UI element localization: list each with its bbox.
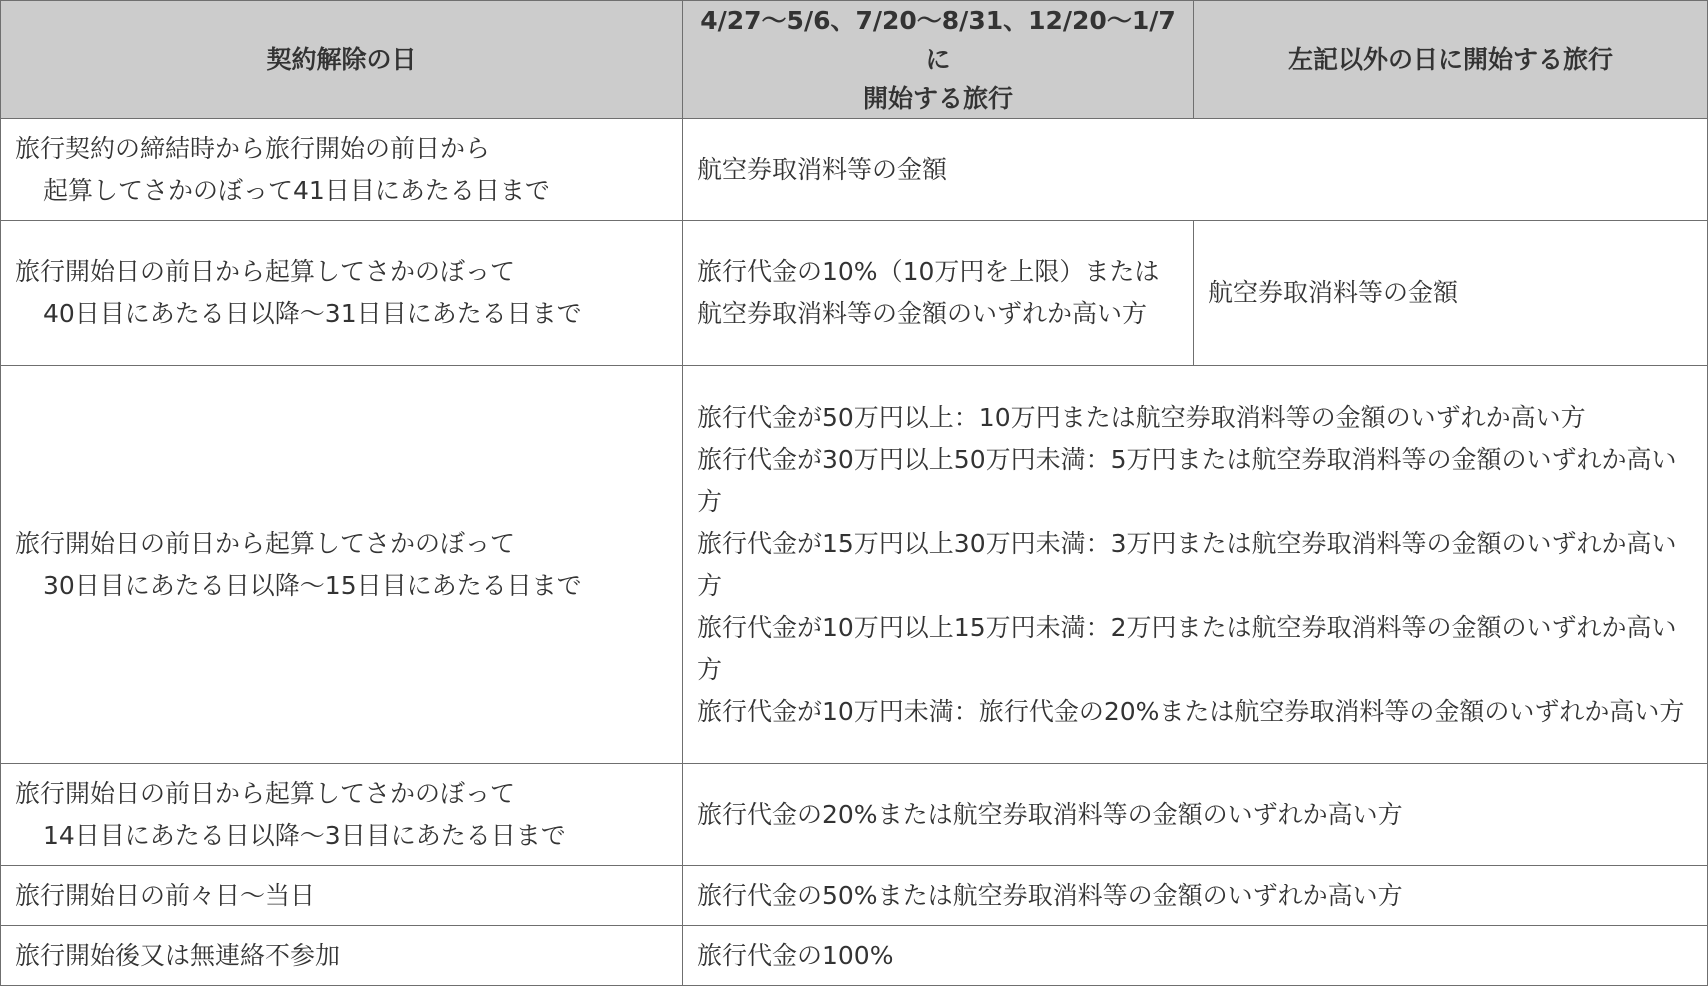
- cancel-date-cell: 旅行開始後又は無連絡不参加: [1, 926, 683, 986]
- fee-tier-line: 旅行代金が15万円以上30万円未満：3万円または航空券取消料等の金額のいずれか高い方: [697, 528, 1677, 600]
- fee-tier-line: 旅行代金が30万円以上50万円未満：5万円または航空券取消料等の金額のいずれか高い方: [697, 444, 1677, 516]
- fee-cell-peak: 旅行代金の10%（10万円を上限）または航空券取消料等の金額のいずれか高い方: [683, 221, 1194, 366]
- fee-cell: 航空券取消料等の金額: [683, 119, 1708, 221]
- table-header-row: [1, 1, 1708, 119]
- fee-cell: 旅行代金の20%または航空券取消料等の金額のいずれか高い方: [683, 764, 1708, 866]
- fee-tier-line: 旅行代金が10万円以上15万円未満：2万円または航空券取消料等の金額のいずれか高い方: [697, 612, 1677, 684]
- fee-cell: 旅行代金の100%: [683, 926, 1708, 986]
- cancel-date-cell: [1, 764, 683, 866]
- cancel-date-cell: [1, 119, 683, 221]
- cancel-date-line: 起算してさかのぼって41日目にあたる日まで: [43, 175, 550, 205]
- header-peak-period: 4/27〜5/6、7/20〜8/31、12/20〜1/7に 開始する旅行: [683, 1, 1194, 119]
- cancel-date-line: 14日目にあたる日以降〜3日目にあたる日まで: [43, 820, 566, 850]
- table-row: [1, 926, 1708, 986]
- cancel-date-line: 旅行開始日の前日から起算してさかのぼって: [15, 778, 516, 808]
- table-row: [1, 764, 1708, 866]
- fee-cell: 旅行代金の50%または航空券取消料等の金額のいずれか高い方: [683, 866, 1708, 926]
- fee-tier-line: 旅行代金が10万円未満：旅行代金の20%または航空券取消料等の金額のいずれか高い方: [697, 696, 1685, 726]
- fee-tier-line: 旅行代金が50万円以上：10万円または航空券取消料等の金額のいずれか高い方: [697, 402, 1586, 432]
- cancel-date-line: 旅行契約の締結時から旅行開始の前日から: [15, 133, 491, 163]
- table-row: [1, 221, 1708, 366]
- cancel-date-line: 旅行開始日の前日から起算してさかのぼって: [15, 257, 516, 286]
- cancel-date-line: 40日目にあたる日以降〜31日目にあたる日まで: [43, 299, 582, 328]
- cancel-date-cell: 旅行開始日の前々日〜当日: [1, 866, 683, 926]
- header-cancel-date: 契約解除の日: [1, 1, 683, 119]
- table-row: [1, 366, 1708, 764]
- header-other-period: 左記以外の日に開始する旅行: [1194, 1, 1708, 119]
- cancel-date-line: 30日目にあたる日以降〜15日目にあたる日まで: [43, 570, 582, 600]
- table-row: [1, 119, 1708, 221]
- cancel-date-line: 旅行開始日の前日から起算してさかのぼって: [15, 528, 516, 558]
- table-row: [1, 866, 1708, 926]
- fee-cell-other: 航空券取消料等の金額: [1194, 221, 1708, 366]
- cancel-date-cell: [1, 221, 683, 366]
- cancel-date-cell: [1, 366, 683, 764]
- fee-cell: [683, 366, 1708, 764]
